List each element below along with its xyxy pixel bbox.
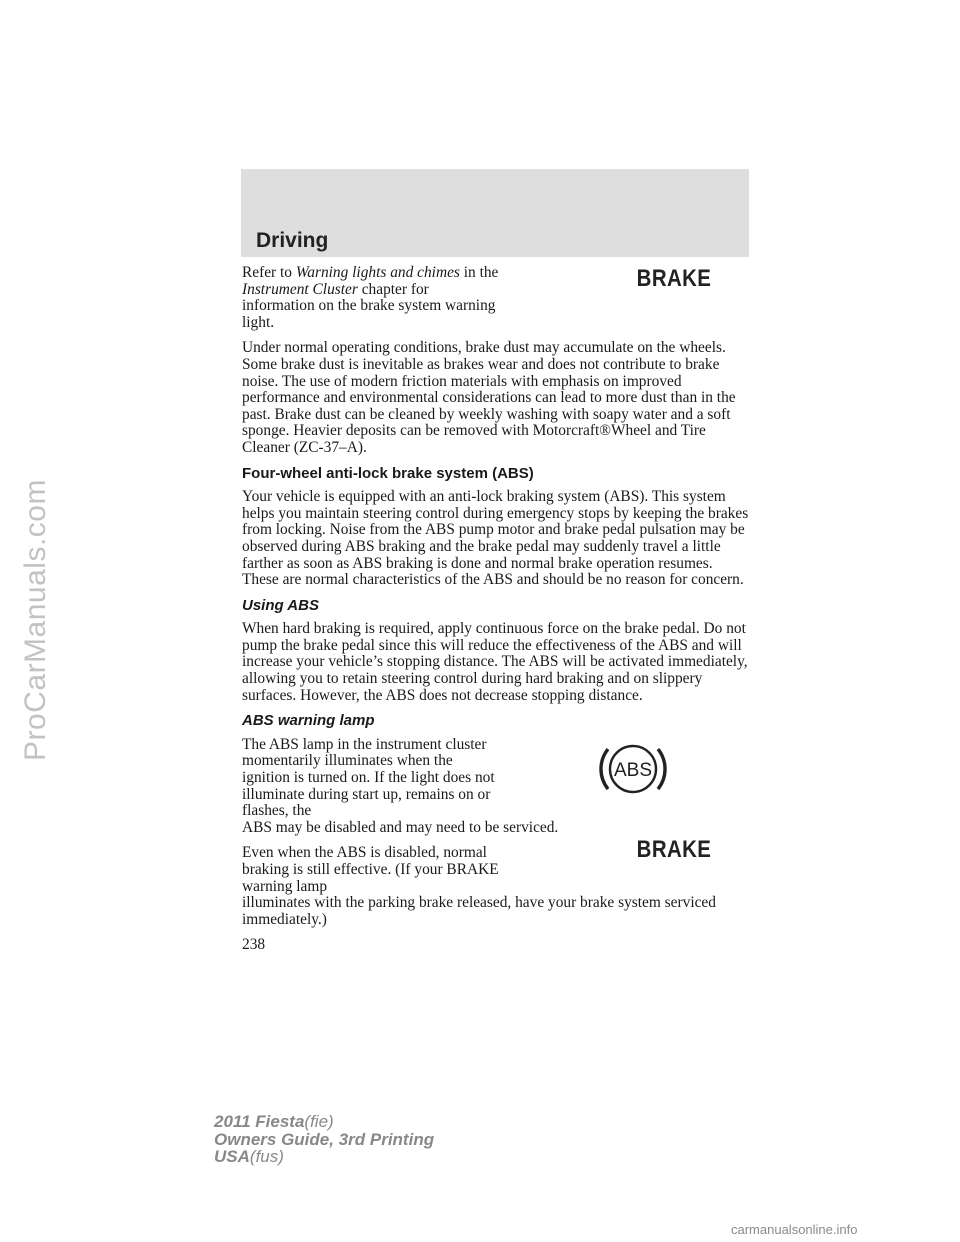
footer-guide: Owners Guide, 3rd Printing: [214, 1129, 435, 1149]
brake-warning-icon: BRAKE: [636, 265, 712, 292]
watermark: [6, 320, 66, 920]
footer-model: 2011 Fiesta: [214, 1112, 305, 1131]
abs-warning-icon: [596, 731, 670, 807]
site-link[interactable]: carmanualsonline.info: [731, 1222, 858, 1237]
abs-disabled-block: [242, 836, 752, 928]
intro-ref-chapter: Instrument Cluster: [242, 280, 358, 298]
abs-lamp-heading: ABS warning lamp: [242, 712, 375, 730]
footer-guide-line: [214, 1131, 434, 1149]
footer-model-code: (fie): [304, 1112, 334, 1131]
brake-dust-paragraph: Under normal operating conditions, brake dust may accumulate on the wheels. Some brake dust is inevitable as brakes wear and does not contribute to brake noise. The use of modern friction materials with emphasis on improved performance and environmental considerations can lead to more dust than in the past. Brake dust can be cleaned by weekly washing with soapy water and a soft sponge. Heavier deposits can be removed with Motorcraft®Wheel and Tire Cleaner (ZC-37–A).: [242, 339, 736, 456]
abs-section-heading: Four-wheel anti-lock brake system (ABS): [242, 464, 534, 482]
intro-in-the: in the: [463, 264, 499, 281]
abs-disabled-text-1: Even when the ABS is disabled, normal braking is still effective. (If your BRAKE warning lamp: [242, 844, 499, 895]
intro-suffix: chapter for information on the brake system warning light.: [242, 280, 496, 331]
abs-section-paragraph: Your vehicle is equipped with an anti-lock braking system (ABS). This system helps you maintain steering control during emergency stops by keeping the brakes from locking. Noise from the ABS pump motor and brake pedal pulsation may be observed during ABS braking and the brake pedal may suddenly travel a little farther as soon as ABS braking is done and normal brake operation resumes. These are normal characteristics of the ABS and should be no reason for concern.: [242, 488, 749, 589]
chapter-title: Driving: [256, 229, 329, 252]
page-content: [242, 265, 752, 954]
watermark-text: ProCarManuals.com: [19, 479, 52, 761]
abs-lamp-paragraph: [242, 737, 752, 837]
footer-market-code: (fus): [249, 1147, 284, 1166]
chapter-header: [241, 169, 749, 257]
using-abs-heading: Using ABS: [242, 596, 319, 614]
footer-model-line: [214, 1113, 434, 1131]
page-number: 238: [242, 936, 266, 954]
footer-market: USA: [214, 1147, 250, 1166]
abs-disabled-text-2: illuminates with the parking brake released, have your brake system serviced immediately.): [242, 894, 716, 928]
using-abs-paragraph: When hard braking is required, apply continuous force on the brake pedal. Do not pump the brake pedal since this will reduce the effectiveness of the ABS and will increase your vehicle’s stopping distance. The ABS will be activated immediately, allowing you to retain steering control during hard braking and on slippery surfaces. However, the ABS does not decrease stopping distance.: [242, 620, 748, 704]
intro-block: [242, 265, 752, 331]
abs-lamp-text-2: ABS may be disabled and may need to be serviced.: [242, 818, 559, 836]
abs-icon-label: ABS: [613, 759, 653, 781]
footer: [214, 1113, 434, 1166]
abs-lamp-block: [242, 737, 752, 846]
footer-market-line: [214, 1148, 434, 1166]
brake-warning-icon-2: BRAKE: [636, 836, 712, 864]
abs-lamp-text-1: The ABS lamp in the instrument cluster momentarily illuminates when the ignition is turned on. If the light does not illuminate during start up, remains on or flashes, the: [242, 735, 495, 820]
intro-ref-title: Warning lights and chimes: [295, 264, 460, 281]
intro-prefix: Refer to: [242, 264, 292, 281]
